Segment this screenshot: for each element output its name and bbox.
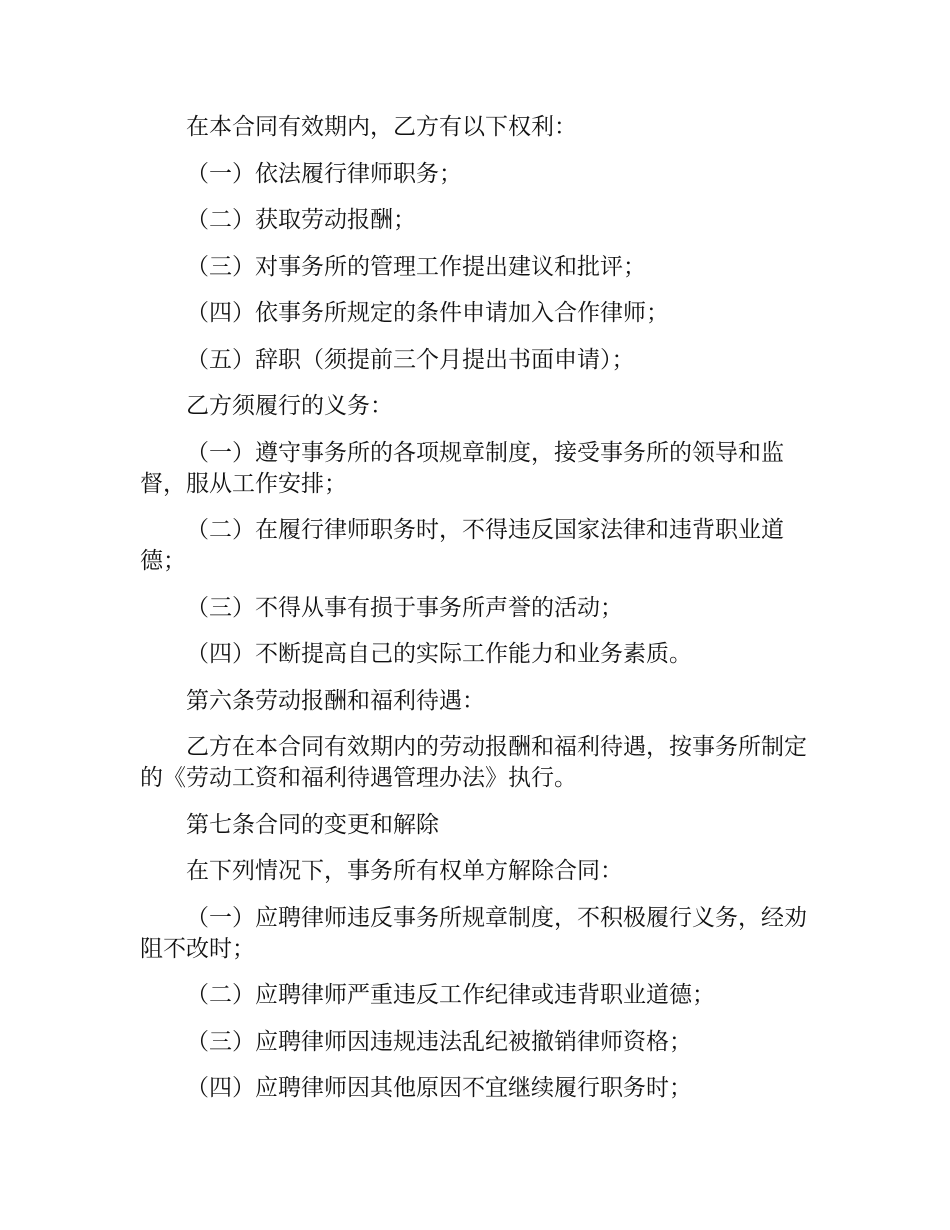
paragraph-termination-intro: 在下列情况下，事务所有权单方解除合同： xyxy=(186,858,623,884)
paragraph-right-3: （三）对事务所的管理工作提出建议和批评； xyxy=(186,253,646,280)
document-page xyxy=(140,112,810,1120)
paragraph-termination-2: （二）应聘律师严重违反工作纪律或违背职业道德； xyxy=(186,982,715,1008)
paragraph-article-6-heading: 第六条劳动报酬和福利待遇： xyxy=(186,687,485,714)
paragraph-termination-4: （四）应聘律师因其他原因不宜继续履行职务时； xyxy=(186,1075,692,1101)
paragraph-termination-1: （一）应聘律师违反事务所规章制度，不积极履行义务，经劝阻不改时； xyxy=(140,904,807,962)
paragraph-article-7-heading: 第七条合同的变更和解除 xyxy=(186,811,439,838)
paragraph-article-6-body: 乙方在本合同有效期内的劳动报酬和福利待遇，按事务所制定的《劳动工资和福利待遇管理办法》执行。 xyxy=(140,734,807,791)
paragraph-duty-3: （三）不得从事有损于事务所声誉的活动； xyxy=(186,594,623,621)
paragraph-duty-2: （二）在履行律师职务时，不得违反国家法律和违背职业道德； xyxy=(140,517,784,574)
paragraph-duty-4: （四）不断提高自己的实际工作能力和业务素质。 xyxy=(186,641,692,667)
paragraph-right-2: （二）获取劳动报酬； xyxy=(186,207,416,233)
paragraph-right-5: （五）辞职（须提前三个月提出书面申请）； xyxy=(186,346,635,373)
paragraph-right-1: （一）依法履行律师职务； xyxy=(186,160,462,187)
paragraph-duty-1: （一）遵守事务所的各项规章制度，接受事务所的领导和监督，服从工作安排； xyxy=(140,439,784,497)
paragraph-duties-intro: 乙方须履行的义务： xyxy=(186,393,393,419)
paragraph-rights-intro: 在本合同有效期内，乙方有以下权利： xyxy=(186,114,577,140)
paragraph-right-4: （四）依事务所规定的条件申请加入合作律师； xyxy=(186,300,669,326)
paragraph-termination-3: （三）应聘律师因违规违法乱纪被撤销律师资格； xyxy=(186,1028,692,1055)
